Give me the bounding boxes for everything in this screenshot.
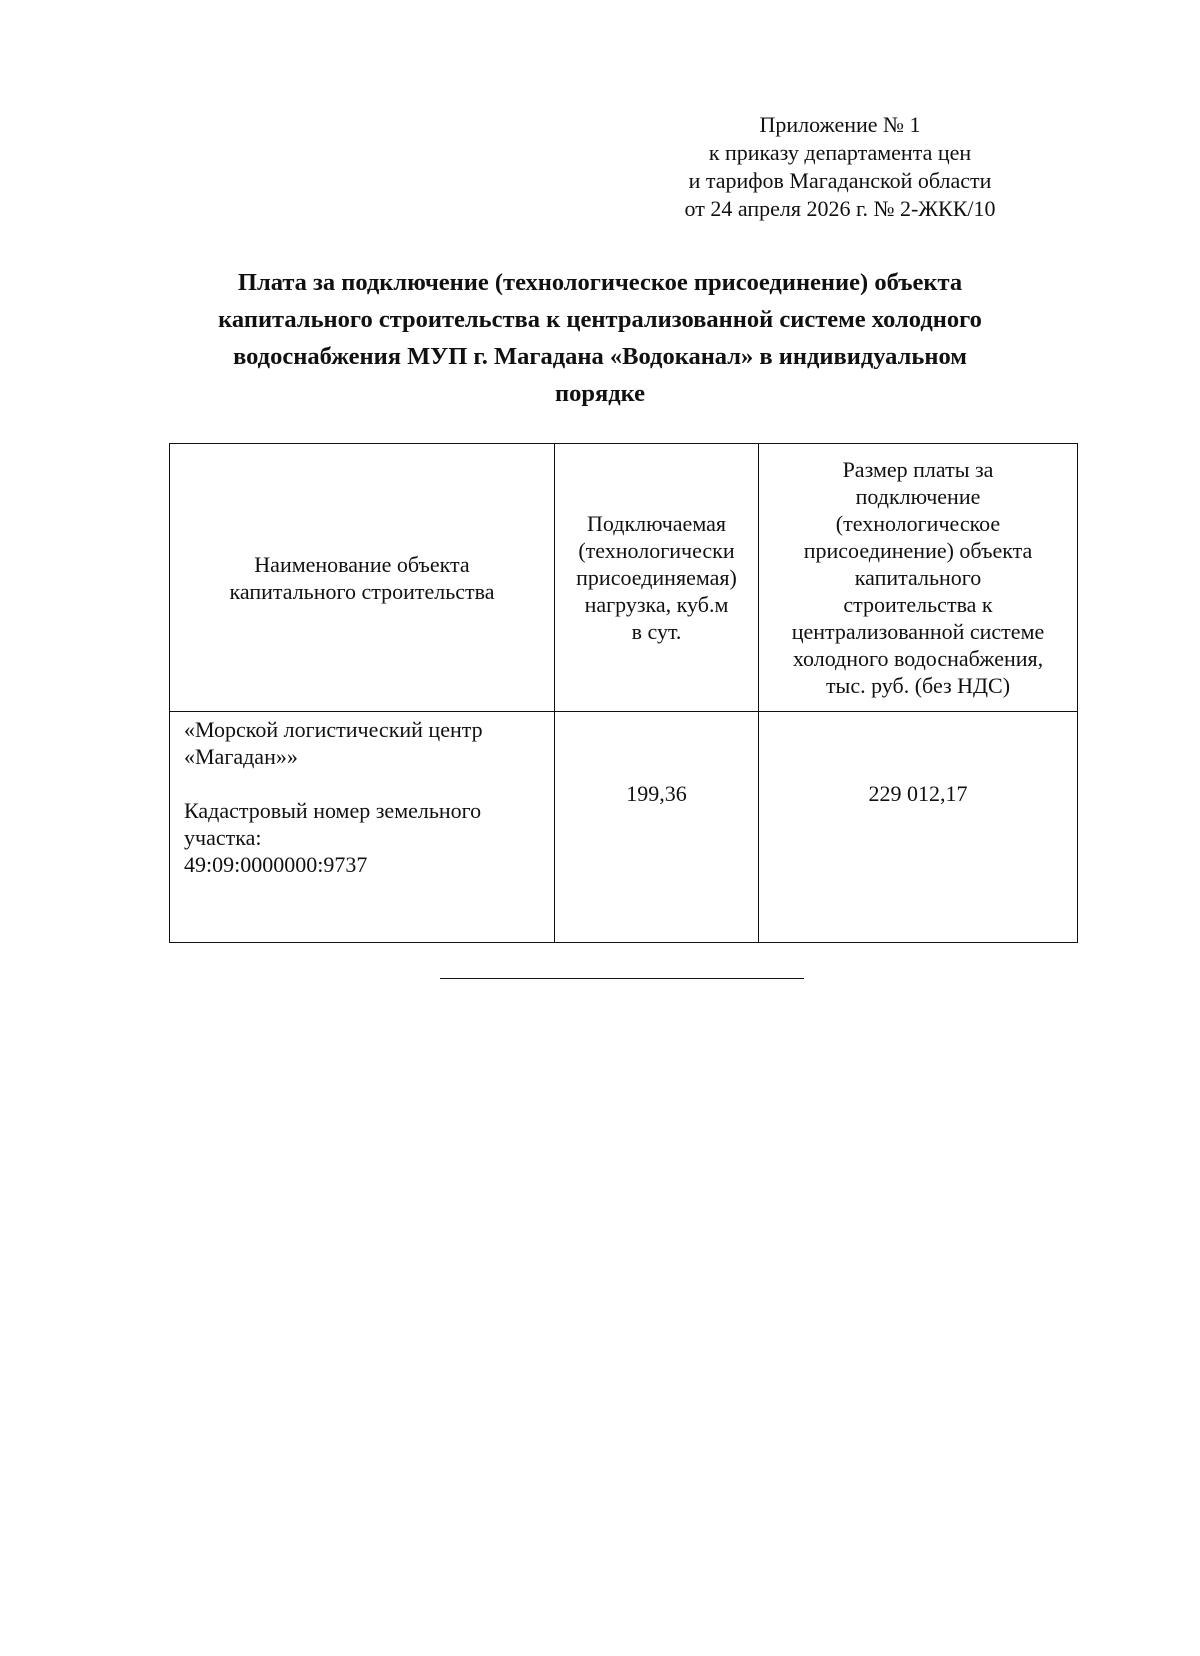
header-load-line: в сут. (631, 619, 682, 644)
header-fee-line: подключение (855, 484, 981, 509)
header-load-line: (технологически (578, 538, 735, 563)
appendix-department: и тарифов Магаданской области (688, 168, 992, 193)
header-load (555, 444, 759, 712)
header-fee-line: Размер платы за (842, 457, 994, 482)
header-fee-line: присоединение) объекта (803, 538, 1033, 563)
table-row (170, 712, 1078, 943)
header-load-line: присоединяемая) (576, 565, 737, 590)
appendix-number: Приложение № 1 (759, 112, 921, 137)
header-fee-line: централизованной системе (791, 619, 1045, 644)
cadastral-label-line: участка: (184, 825, 262, 850)
spacer (184, 770, 554, 797)
header-fee-line: (технологическое (835, 511, 1001, 536)
object-name-line: «Магадан»» (184, 744, 298, 769)
cadastral-number: 49:09:0000000:9737 (184, 852, 368, 877)
header-fee-line: строительства к (843, 592, 993, 617)
header-fee (759, 444, 1078, 712)
closing-divider (440, 978, 804, 979)
title-line-4: порядке (554, 380, 646, 407)
table-header-row (170, 444, 1078, 712)
title-line-3: водоснабжения МУП г. Магадана «Водоканал» в индивидуальном (233, 343, 967, 370)
header-fee-line: тыс. руб. (без НДС) (825, 673, 1011, 698)
cell-object-name (170, 712, 555, 943)
cadastral-label-line: Кадастровый номер земельного (184, 798, 482, 823)
header-load-line: Подключаемая (587, 511, 726, 536)
title-line-2: капитального строительства к централизованной системе холодного (218, 306, 982, 333)
header-fee-line: капитального (854, 565, 982, 590)
header-name-line: Наименование объекта (254, 551, 470, 577)
header-name-line: капитального строительства (229, 578, 495, 604)
fee-table (169, 443, 1078, 943)
header-load-line: нагрузка, куб.м (584, 592, 729, 617)
appendix-order-ref: к приказу департамента цен (708, 140, 972, 165)
title-line-1: Плата за подключение (технологическое присоединение) объекта (237, 269, 963, 296)
cell-fee: 229 012,17 (759, 712, 1078, 943)
object-name-line: «Морской логистический центр (184, 717, 483, 742)
document-title (150, 264, 1050, 412)
cell-load: 199,36 (555, 712, 759, 943)
appendix-header (640, 111, 1040, 223)
header-object-name (170, 444, 555, 712)
appendix-date: от 24 апреля 2026 г. № 2-ЖКК/10 (684, 196, 996, 221)
header-fee-line: холодного водоснабжения, (792, 646, 1044, 671)
